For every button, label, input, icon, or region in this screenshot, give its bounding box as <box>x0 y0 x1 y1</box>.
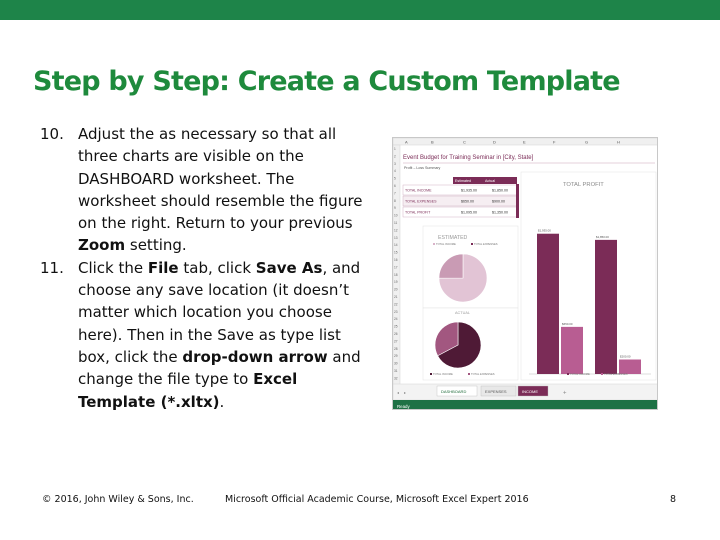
sheet-tab-label[interactable]: INCOME <box>522 389 538 394</box>
row-number: 21 <box>394 295 398 299</box>
table-row-label: TOTAL PROFIT <box>405 210 431 215</box>
column-header: C <box>463 139 466 145</box>
step-text: setting. <box>125 236 187 255</box>
step-item <box>40 123 365 257</box>
status-text: Ready <box>397 404 410 409</box>
row-number: 18 <box>394 272 398 277</box>
step-number: 10. <box>40 125 64 143</box>
column-header: G <box>585 139 589 145</box>
row-number: 3 <box>394 161 396 166</box>
step-text: Click the <box>78 258 148 277</box>
sheet-tab-label[interactable]: DASHBOARD <box>441 389 467 394</box>
row-number: 8 <box>394 198 396 203</box>
row-number: 20 <box>394 287 398 292</box>
footer-copyright: © 2016, John Wiley & Sons, Inc. <box>42 494 194 505</box>
legend-label: TOTAL INCOME <box>570 373 590 377</box>
legend-swatch <box>567 373 569 375</box>
row-number: 6 <box>394 184 396 188</box>
legend-swatch <box>433 243 435 245</box>
step-text: tab, click <box>178 258 256 277</box>
sheet-title: Event Budget for Training Seminar in [City, State] <box>403 155 534 161</box>
row-number: 16 <box>394 258 398 262</box>
pie-title-actual: ACTUAL <box>455 311 470 315</box>
row-number: 29 <box>394 354 398 359</box>
column-header: F <box>553 139 556 145</box>
sheet-tab-label[interactable]: EXPENSES <box>485 389 507 394</box>
row-number: 11 <box>394 221 398 225</box>
table-cell: $1,850.00 <box>492 188 508 193</box>
bar-value-label: $1,935.00 <box>538 228 551 233</box>
column-header: E <box>523 139 526 145</box>
top-accent-bar <box>0 0 720 20</box>
step-number: 11. <box>40 258 64 277</box>
tab-scroll-right-icon: ▸ <box>404 390 407 395</box>
row-number: 14 <box>394 243 398 248</box>
legend-swatch <box>471 243 473 245</box>
step-text: . <box>219 392 225 411</box>
slide-title: Step by Step: Create a Custom Template <box>33 66 620 97</box>
table-cell: $1,095.00 <box>461 210 477 215</box>
row-number: 31 <box>394 369 398 373</box>
column-header: D <box>493 139 496 145</box>
legend-swatch <box>601 373 603 375</box>
table-row-label: TOTAL INCOME <box>405 188 432 193</box>
profit-bar <box>537 234 559 374</box>
legend-swatch <box>430 373 432 375</box>
step-text: , and choose any save location (it doesn’t matter which location you choose here). Then in the Save as type list box, click the <box>78 258 361 366</box>
status-bar <box>393 400 658 410</box>
bar-value-label: $200.00 <box>620 354 631 359</box>
worksheet-figure <box>393 138 658 410</box>
tab-scroll-left-icon: ◂ <box>397 390 400 395</box>
legend-label: TOTAL EXPENSES <box>471 373 495 377</box>
table-cell: $650.00 <box>461 199 474 204</box>
step-item <box>40 257 365 413</box>
profit-chart-title: TOTAL PROFIT <box>563 182 604 188</box>
table-cell: $1,350.00 <box>492 210 508 215</box>
step-emphasis: Save As <box>255 258 323 277</box>
step-text: and change the file type to <box>78 347 361 389</box>
row-number: 1 <box>394 147 396 151</box>
profit-bar <box>561 327 583 374</box>
row-number: 4 <box>394 169 396 174</box>
table-header: Actual <box>485 179 495 183</box>
column-header: H <box>617 139 620 145</box>
footer-course: Microsoft Official Academic Course, Microsoft Excel Expert 2016 <box>225 494 529 505</box>
step-text: Adjust the as necessary so that all three charts are visible on the DASHBOARD worksheet. The worksheet should resemble the figure on the right. Return to your previous <box>78 125 363 233</box>
row-number: 7 <box>394 191 396 196</box>
row-number: 23 <box>394 309 398 314</box>
column-header: B <box>431 139 434 145</box>
row-number: 26 <box>394 332 398 336</box>
legend-label: TOTAL EXPENSES <box>604 373 628 377</box>
table-edge <box>516 184 519 218</box>
worksheet-screenshot <box>392 137 658 410</box>
page-number: 8 <box>670 494 677 505</box>
row-number: 9 <box>394 206 396 211</box>
row-number: 15 <box>394 250 398 255</box>
sheet-subtitle: Profit – Loss Summary <box>404 166 441 170</box>
column-header: A <box>405 139 408 145</box>
row-number: 25 <box>394 324 398 329</box>
row-number: 32 <box>394 376 398 381</box>
bar-value-label: $650.00 <box>562 321 573 326</box>
row-number: 28 <box>394 346 398 351</box>
step-list <box>40 123 365 413</box>
table-header: Estimated <box>455 179 471 183</box>
step-emphasis: File <box>147 258 179 277</box>
row-number: 27 <box>394 339 398 344</box>
row-number: 13 <box>394 235 398 240</box>
legend-label: TOTAL EXPENSES <box>474 243 498 247</box>
row-number: 5 <box>394 176 396 181</box>
row-number: 2 <box>394 154 396 159</box>
step-emphasis: Zoom <box>78 236 126 255</box>
table-cell: $900.00 <box>492 199 505 204</box>
row-number: 19 <box>394 280 398 285</box>
row-number: 22 <box>394 302 398 307</box>
legend-swatch <box>468 373 470 375</box>
profit-bar <box>619 360 641 375</box>
row-number: 24 <box>394 317 398 322</box>
step-emphasis: drop-down arrow <box>182 347 328 366</box>
pie-title-estimated: ESTIMATED <box>438 235 468 241</box>
legend-label: TOTAL INCOME <box>436 243 456 247</box>
table-row-label: TOTAL EXPENSES <box>405 199 437 204</box>
profit-bar <box>595 240 617 374</box>
row-number: 30 <box>394 361 398 366</box>
row-number: 10 <box>394 213 398 218</box>
add-sheet-icon: + <box>563 390 567 397</box>
bar-value-label: $1,850.00 <box>596 234 609 239</box>
row-number: 12 <box>394 228 398 233</box>
legend-label: TOTAL INCOME <box>433 373 453 377</box>
row-number: 17 <box>394 265 398 270</box>
table-cell: $1,935.00 <box>461 188 477 193</box>
step-emphasis: Excel Template (*.xltx) <box>78 370 298 411</box>
